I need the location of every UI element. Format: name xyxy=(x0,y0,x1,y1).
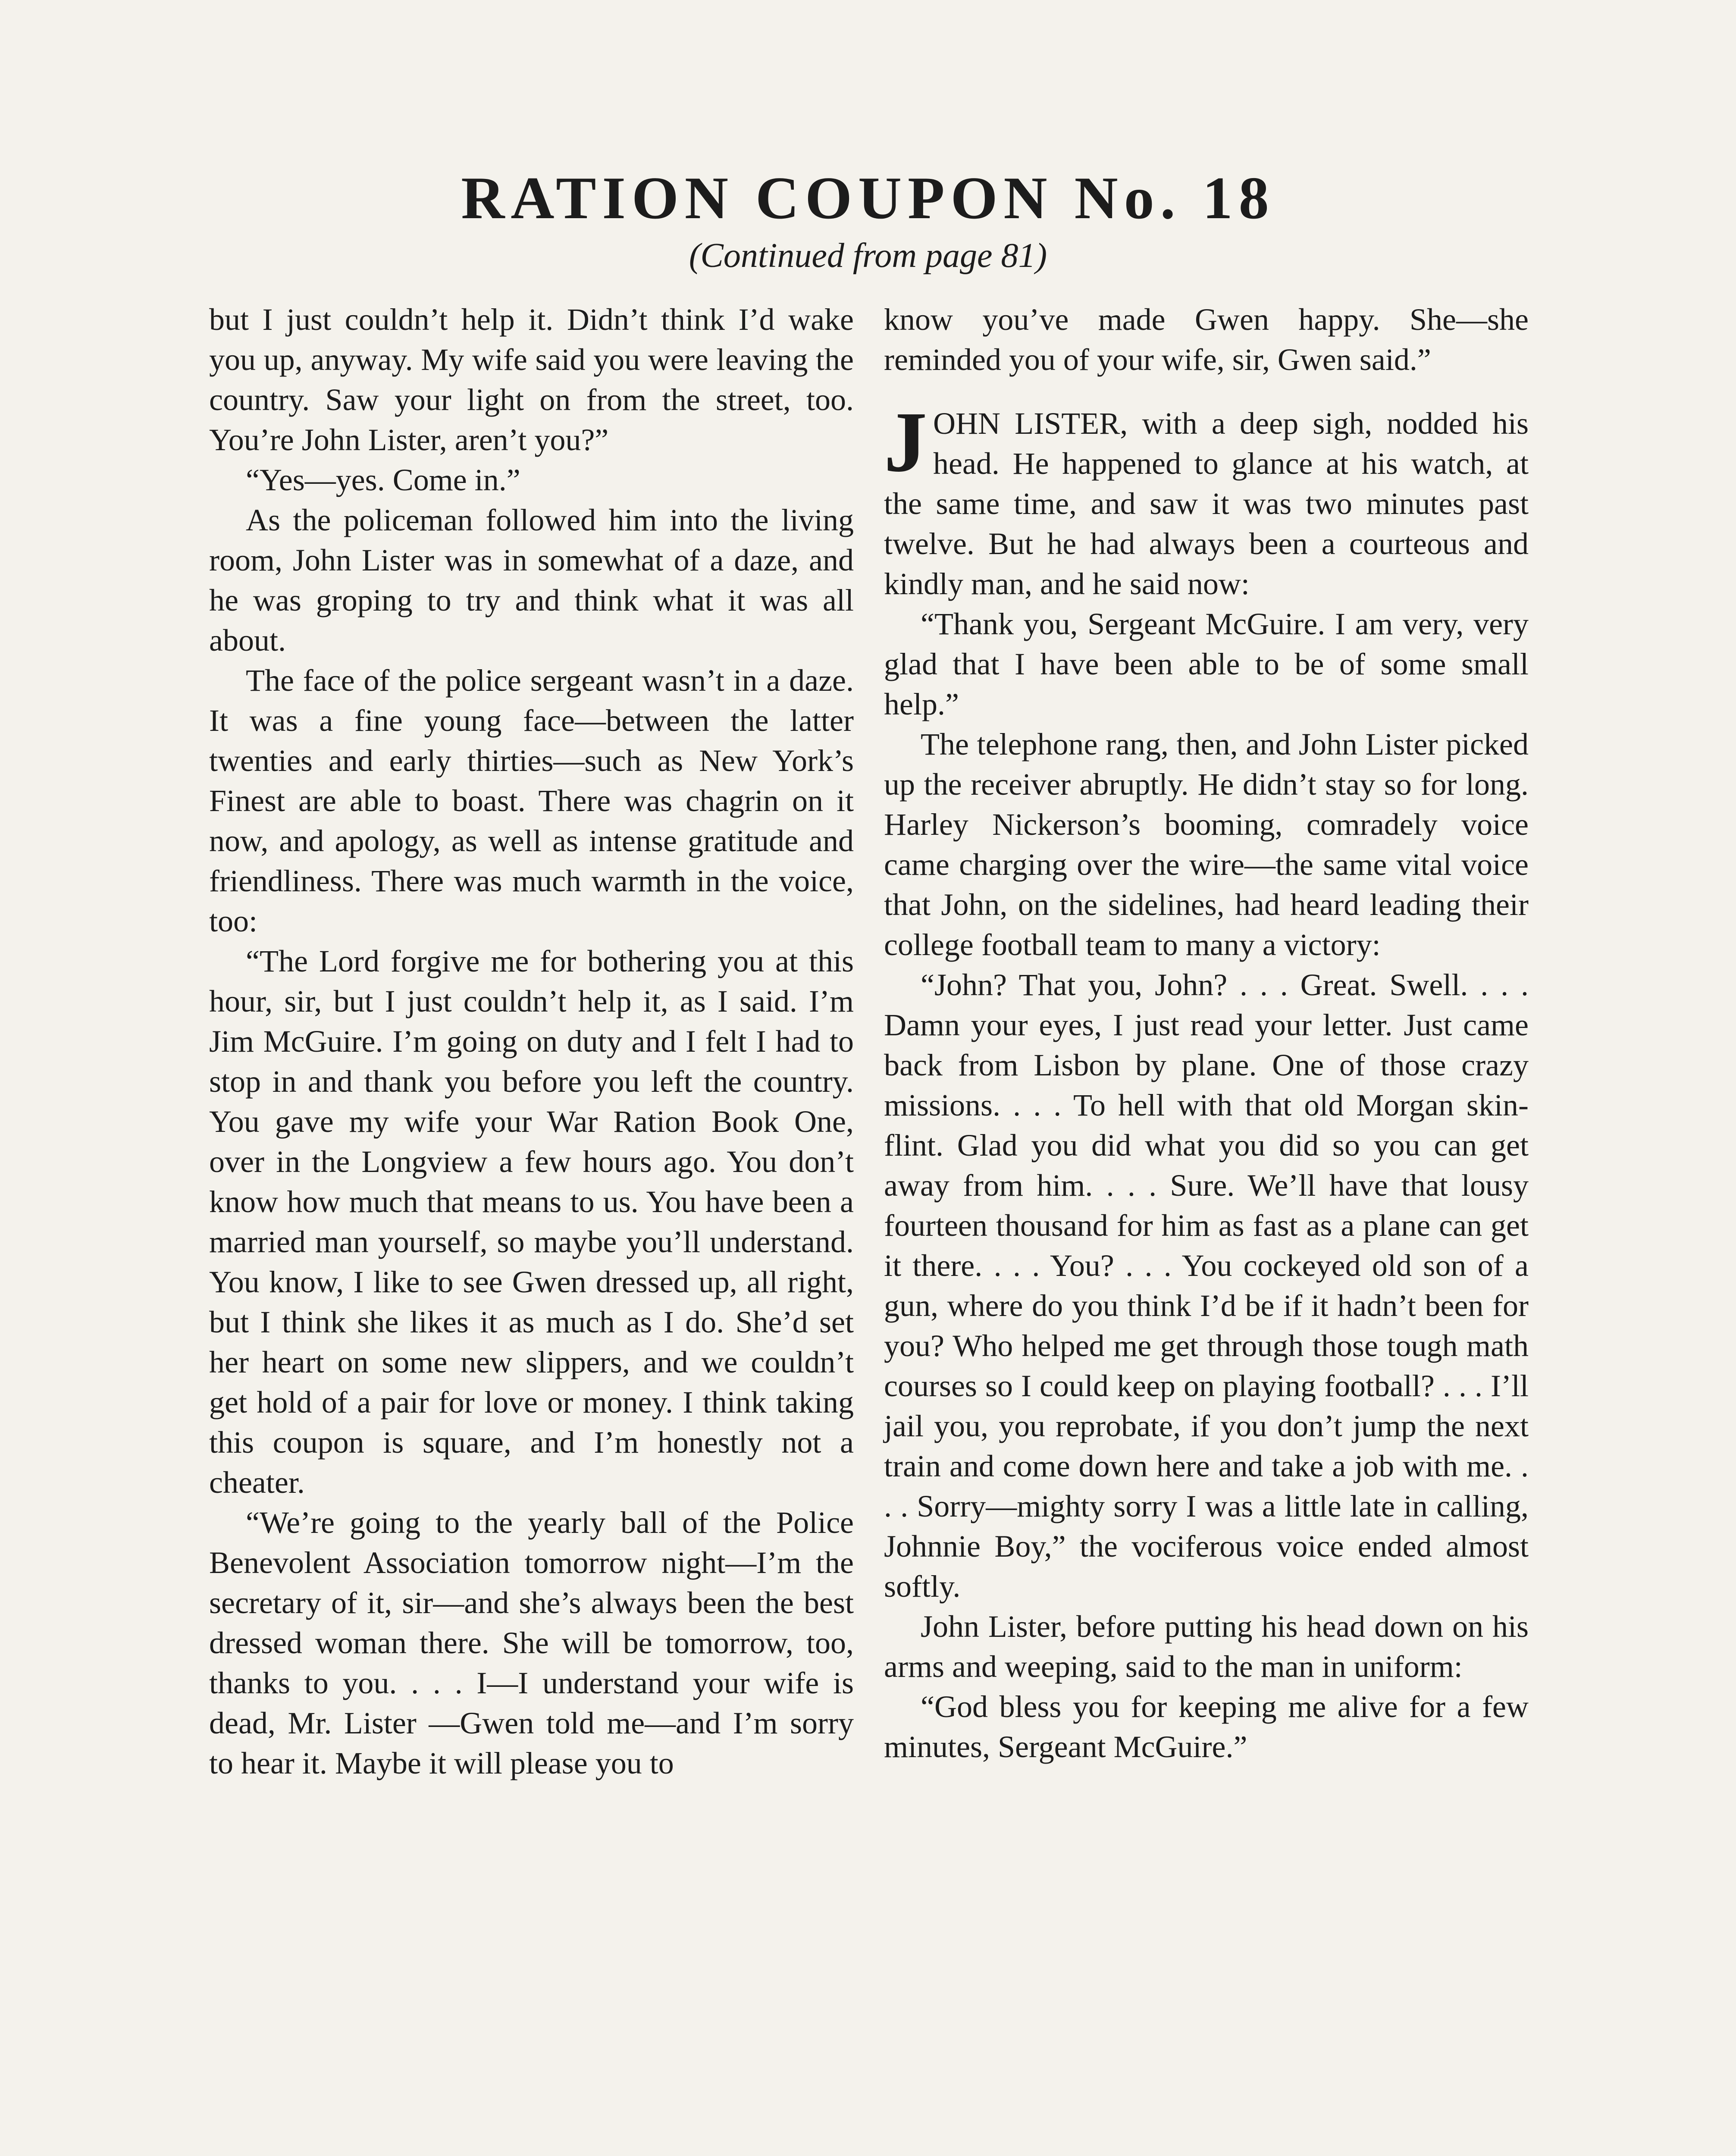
paragraph: The telephone rang, then, and John Lister picked up the receiver abruptly. He didn’t stay so for long. Harley Nickerson’s booming, comradely voice came charging over the wire—the same vital voice that John, on the sidelines, had heard leading their college football team to many a victory: xyxy=(884,727,1529,962)
paragraph: but I just couldn’t help it. Didn’t think I’d wake you up, anyway. My wife said you were leaving the country. Saw your light on from the street, too. You’re John Lister, aren’t you?” xyxy=(209,302,854,457)
paragraph: John Lister, before putting his head down on his arms and weeping, said to the man in uniform: xyxy=(884,1609,1529,1684)
right-column xyxy=(884,300,1529,1767)
paragraph: know you’ve made Gwen happy. She—she reminded you of your wife, sir, Gwen said.” xyxy=(884,302,1529,377)
paragraph: “Thank you, Sergeant McGuire. I am very, very glad that I have been able to be of some small help.” xyxy=(884,607,1529,721)
paragraph: “The Lord forgive me for bothering you at this hour, sir, but I just couldn’t help it, as I said. I’m Jim McGuire. I’m going on duty and I felt I had to stop in and thank you before you left the country. You gave my wife your War Ration Book One, over in the Longview a few hours ago. You don’t know how much that means to us. You have been a married man yourself, so maybe you’ll understand. You know, I like to see Gwen dressed up, all right, but I think she likes it as much as I do. She’d set her heart on some new slippers, and we couldn’t get hold of a pair for love or money. I think taking this coupon is square, and I’m honestly not a cheater. xyxy=(209,944,854,1500)
paragraph: “Yes—yes. Come in.” xyxy=(246,463,520,497)
left-column xyxy=(209,300,854,1783)
paragraph: “We’re going to the yearly ball of the Police Benevolent Association tomorrow night—I’m the secretary of it, sir—and she’s always been the best dressed woman there. She will be tomorrow, too, thanks to you. . . . I—I understand your wife is dead, Mr. Lister —Gwen told me—and I’m sorry to hear it. Maybe it will please you to xyxy=(209,1505,854,1780)
drop-cap: J xyxy=(884,395,927,490)
story-title: RATION COUPON No. 18 xyxy=(461,165,1275,232)
continued-note: (Continued from page 81) xyxy=(689,237,1047,275)
paragraph: The face of the police sergeant wasn’t in a daze. It was a fine young face—between the latter twenties and early thirties—such as New York’s Finest are able to boast. There was chagrin on it now, and apology, as well as intense gratitude and friendliness. There was much warmth in the voice, too: xyxy=(209,663,854,938)
paragraph: As the policeman followed him into the living room, John Lister was in somewhat of a daze, and he was groping to try and think what it was all about. xyxy=(209,503,854,658)
paragraph-text: OHN LISTER, with a deep sigh, nodded his head. He happened to glance at his watch, at the same time, and saw it was two minutes past twelve. But he had always been a courteous and kindly man, and he said now: xyxy=(884,406,1529,601)
paragraph: “God bless you for keeping me alive for a few minutes, Sergeant McGuire.” xyxy=(884,1689,1529,1764)
paragraph-with-drop-cap xyxy=(884,395,1529,604)
paragraph: “John? That you, John? . . . Great. Swell. . . . Damn your eyes, I just read your letter. Just came back from Lisbon by plane. One of those crazy missions. . . . To hell with that old Morgan skinflint. Glad you did what you did so you can get away from him. . . . Sure. We’ll have that lousy fourteen thousand for him as fast as a plane can get it there. . . . You? . . . You cockeyed old son of a gun, where do you think I’d be if it hadn’t been for you? Who helped me get through those tough math courses so I could keep on playing football? . . . I’ll jail you, you reprobate, if you don’t jump the next train and come down here and take a job with me. . . . Sorry—mighty sorry I was a little late in calling, Johnnie Boy,” the vociferous voice ended almost softly. xyxy=(884,968,1529,1604)
